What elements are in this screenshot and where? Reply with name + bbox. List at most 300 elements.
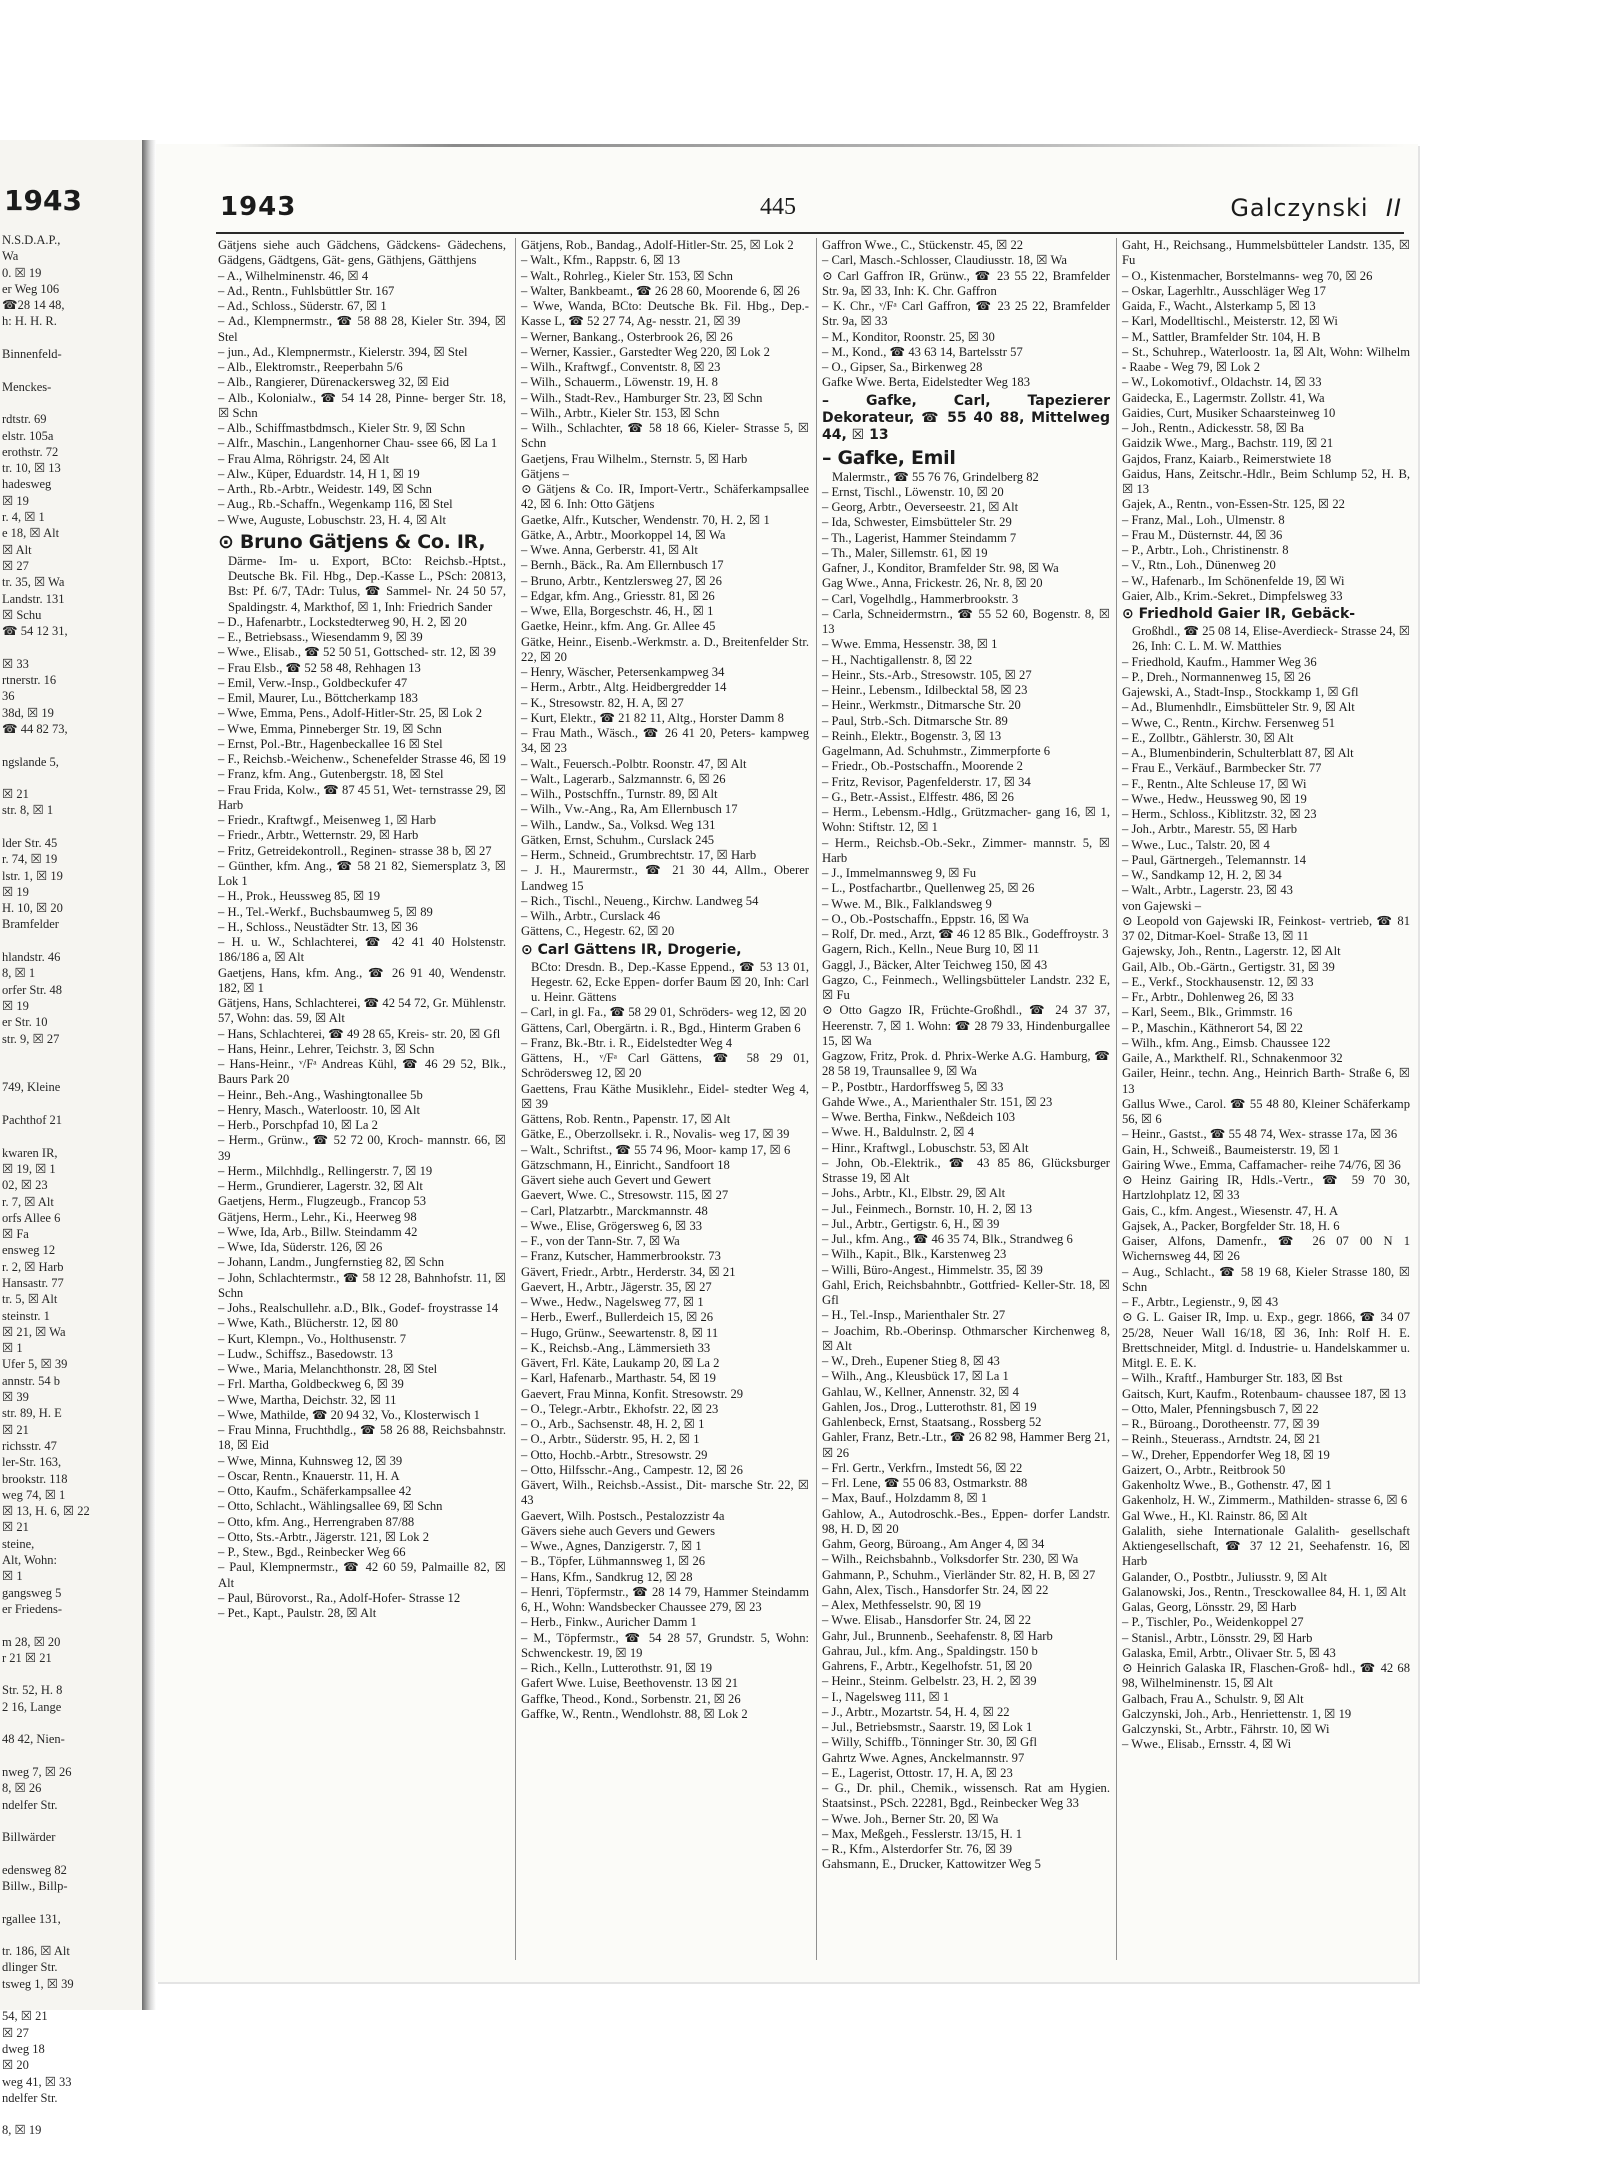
- directory-entry: – K., Stresowstr. 82, H. A, ☒ 27: [521, 695, 684, 710]
- directory-entry: – Fr., Arbtr., Dohlenweg 26, ☒ 33: [1122, 990, 1294, 1004]
- directory-entry: – Fritz, Revisor, Pagenfelderstr. 17, ☒ 34: [822, 774, 1031, 789]
- directory-entry: – Ad., Klempnermstr., ☎ 58 88 28, Kieler Str. 394, ☒ Stel: [218, 314, 506, 344]
- directory-entry: Gätke, E., Oberzollsekr. i. R., Novalis- weg 17, ☒ 39: [521, 1127, 790, 1142]
- directory-entry: – Wilh., Kraftf., Hamburger Str. 183, ☒ Bst: [1122, 1371, 1343, 1386]
- directory-entry: – O., Ob.-Postschaffn., Eppstr. 16, ☒ Wa: [822, 911, 1029, 926]
- directory-entry: – Wwe. M., Blk., Falklandsweg 9: [822, 896, 992, 911]
- edge-line: Alt, Wohn:: [2, 1553, 58, 1568]
- edge-line: er Str. 10: [2, 1015, 48, 1030]
- edge-line: hadesweg: [2, 477, 52, 492]
- directory-entry: Gaetjens, Herm., Flugzeugb., Francop 53: [218, 1194, 427, 1209]
- directory-entry: – jun., Ad., Klempnermstr., Kielerstr. 394, ☒ Stel: [218, 344, 468, 359]
- directory-entry: – Wwe. Joh., Berner Str. 20, ☒ Wa: [822, 1811, 999, 1826]
- edge-line: Billw., Billp-: [2, 1878, 68, 1893]
- directory-entry: – Emil, Maurer, Lu., Böttcherkamp 183: [218, 691, 418, 705]
- edge-line: ndelfer Str.: [2, 1797, 58, 1812]
- directory-entry: – Wilh., Vw.-Ang., Ra, Am Ellernbusch 17: [521, 802, 738, 817]
- directory-entry: – Henry, Wäscher, Petersenkampweg 34: [521, 665, 725, 679]
- directory-entry: – Paul, Gärtnergeh., Telemannstr. 14: [1122, 852, 1307, 867]
- directory-entry: – Kurt, Elektr., ☎ 21 82 11, Altg., Horster Damm 8: [521, 710, 784, 725]
- directory-entry: ⊙ Otto Gagzo IR, Früchte-Großhdl., ☎ 24 37 37, Heerenstr. 7, ☒ 1. Wohn: ☎ 28 79 33, Hindenburgallee 15, ☒ Wa: [822, 1003, 1110, 1048]
- edge-line: hlandstr. 46: [2, 950, 61, 965]
- edge-line: 02, ☒ 23: [2, 1178, 48, 1193]
- directory-entry: – Wilh., Arbtr., Curslack 46: [521, 909, 661, 923]
- directory-entry: Gaevert, Wilh. Postsch., Pestalozzistr 4a: [521, 1508, 725, 1523]
- edge-line: ☒ 13, H. 6, ☒ 22: [2, 1504, 90, 1519]
- directory-entry: – Wwe, Ella, Borgeschstr. 46, H., ☒ 1: [521, 604, 714, 618]
- directory-entry: – Ad., Blumenhdlr., Eimsbütteler Str. 9, ☒ Alt: [1122, 700, 1355, 715]
- directory-entry: Gahn, Alex, Tisch., Hansdorfer Str. 24, ☒ 22: [822, 1582, 1049, 1597]
- directory-entry: – Wwe, Minna, Kuhnsweg 12, ☒ 39: [218, 1453, 403, 1468]
- header-year: 1943: [220, 192, 297, 222]
- edge-line: tr. 35, ☒ Wa: [2, 575, 65, 590]
- edge-line: weg 74, ☒ 1: [2, 1487, 66, 1502]
- edge-line: H. 10, ☒ 20: [2, 901, 63, 916]
- edge-line: [2, 1666, 142, 1682]
- directory-columns: [218, 238, 1408, 1960]
- directory-entry: – J., Arbtr., Mozartstr. 54, H. 4, ☒ 22: [822, 1704, 1010, 1719]
- directory-entry: – Rolf, Dr. med., Arzt, ☎ 46 12 85 Blk., Godeffroystr. 3: [822, 927, 1109, 941]
- directory-entry: Gätke, Heinr., Eisenb.-Werkmstr. a. D., Breitenfelder Str. 22, ☒ 20: [521, 634, 809, 664]
- directory-entry: Gaevert, H., Arbtr., Jägerstr. 35, ☒ 27: [521, 1279, 712, 1294]
- edge-line: 38d, ☒ 19: [2, 705, 54, 720]
- column-3: [822, 238, 1110, 1960]
- edge-line: tsweg 1, ☒ 39: [2, 1976, 74, 1991]
- directory-entry: Gagern, Rich., Kelln., Neue Burg 10, ☒ 11: [822, 942, 1040, 957]
- directory-entry: – O., Telegr.-Arbtr., Ekhofstr. 22, ☒ 23: [521, 1401, 719, 1416]
- directory-entry: Gajewsky, Joh., Rentn., Lagerstr. 12, ☒ Alt: [1122, 944, 1341, 959]
- edge-line: ☒ Fa: [2, 1227, 29, 1242]
- directory-entry: – Oscar, Rentn., Knauerstr. 11, H. A: [218, 1468, 400, 1483]
- directory-entry: – Arth., Rb.-Arbtr., Weidestr. 149, ☒ Schn: [218, 482, 432, 496]
- edge-line: ☒ 27: [2, 558, 29, 573]
- column-2: [521, 238, 809, 1960]
- adjacent-page-year: 1943: [4, 184, 82, 217]
- directory-entry: – Johann, Landm., Jungfernstieg 82, ☒ Schn: [218, 1255, 445, 1270]
- directory-entry: – H., Tel.-Insp., Marienthaler Str. 27: [822, 1308, 1006, 1323]
- edge-line: orfs Allee 6: [2, 1210, 61, 1225]
- edge-line: Billwärder: [2, 1830, 56, 1845]
- edge-line: richsstr. 47: [2, 1438, 57, 1453]
- directory-entry: – Wwe, Ida, Süderstr. 126, ☒ 26: [218, 1240, 383, 1254]
- edge-line: ☒ 21: [2, 787, 29, 802]
- column-4: [1122, 238, 1410, 1960]
- directory-entry: Galas, Georg, Lönsstr. 29, ☒ Harb: [1122, 1600, 1297, 1614]
- directory-entry: – Frl. Lene, ☎ 55 06 83, Ostmarkstr. 88: [822, 1476, 1028, 1490]
- directory-entry: – E., Verkf., Stockhausenstr. 12, ☒ 33: [1122, 974, 1314, 989]
- directory-entry: Galander, O., Postbtr., Juliusstr. 9, ☒ Alt: [1122, 1569, 1327, 1584]
- edge-line: Hansastr. 77: [2, 1276, 64, 1290]
- directory-entry: – Wilh., kfm. Ang., Eimsb. Chaussee 122: [1122, 1035, 1331, 1050]
- directory-entry: – Herm., Lebensm.-Hdlg., Grützmacher- gang 16, ☒ 1, Wohn: Stiftstr. 12, ☒ 1: [822, 805, 1110, 835]
- directory-entry: – Karl, Seem., Blk., Grimmstr. 16: [1122, 1005, 1293, 1020]
- directory-entry: – Herm., Milchhdlg., Rellingerstr. 7, ☒ 19: [218, 1163, 433, 1178]
- directory-entry: Gain, H., Schweiß., Baumeisterstr. 19, ☒ 1: [1122, 1142, 1340, 1157]
- directory-entry: Gahrtz Wwe. Agnes, Anckelmannstr. 97: [822, 1750, 1025, 1765]
- directory-entry: – Franz, kfm. Ang., Gutenbergstr. 18, ☒ Stel: [218, 767, 444, 782]
- directory-entry: – Wwe, Auguste, Lobuschstr. 23, H. 4, ☒ Alt: [218, 512, 446, 527]
- edge-line: ☒ 39: [2, 1390, 29, 1405]
- edge-line: ndelfer Str.: [2, 2090, 58, 2105]
- directory-entry: Gagzo, C., Feinmech., Wellingsbütteler Landstr. 232 E, ☒ Fu: [822, 972, 1110, 1002]
- directory-page: [156, 144, 1418, 1982]
- directory-entry: – Franz, Kutscher, Hammerbrookstr. 73: [521, 1249, 721, 1264]
- edge-line: Pachthof 21: [2, 1113, 63, 1128]
- directory-entry: Gaitsch, Kurt, Kaufm., Rotenbaum- chaussee 187, ☒ 13: [1122, 1386, 1407, 1401]
- directory-entry: – M., Sattler, Bramfelder Str. 104, H. B: [1122, 329, 1321, 344]
- directory-entry: Gaettens, Frau Käthe Musiklehr., Eidel- stedter Weg 4, ☒ 39: [521, 1081, 809, 1111]
- directory-entry: – H., Tel.-Werkf., Buchsbaumweg 5, ☒ 89: [218, 904, 433, 919]
- directory-entry: – Jul., Betriebsmstr., Saarstr. 19, ☒ Lok 1: [822, 1720, 1033, 1734]
- directory-entry: – Ida, Schwester, Eimsbütteler Str. 29: [822, 515, 1012, 530]
- directory-entry: – Wwe., Elise, Grögersweg 6, ☒ 33: [521, 1218, 703, 1233]
- directory-entry: Gaetjens, Hans, kfm. Ang., ☎ 26 91 40, Wendenstr. 182, ☒ 1: [218, 965, 506, 995]
- column-divider: [816, 238, 817, 1960]
- edge-line: Menckes-: [2, 379, 52, 394]
- directory-entry: – R., Kfm., Alsterdorfer Str. 76, ☒ 39: [822, 1842, 1013, 1856]
- directory-entry: – Kurt, Klempn., Vo., Holthusenstr. 7: [218, 1331, 407, 1346]
- edge-line: ☒ 21: [2, 1520, 29, 1535]
- directory-entry: – P., Tischler, Po., Weidenkoppel 27: [1122, 1615, 1304, 1630]
- directory-entry: – Aug., Schlacht., ☎ 58 19 68, Kieler Strasse 180, ☒ Schn: [1122, 1264, 1410, 1294]
- directory-entry: Gajsek, A., Packer, Borgfelder Str. 18, H. 6: [1122, 1218, 1340, 1233]
- edge-line: r. 7, ☒ Alt: [2, 1194, 54, 1209]
- directory-entry: – Frau Elsb., ☎ 52 58 48, Rehhagen 13: [218, 660, 421, 675]
- edge-line: [2, 1715, 142, 1731]
- directory-entry: – Herm., Schneid., Grumbrechtstr. 17, ☒ Harb: [521, 848, 757, 862]
- directory-entry: – Georg, Arbtr., Oeverseestr. 21, ☒ Alt: [822, 500, 1019, 514]
- directory-entry: – Max, Bauf., Holzdamm 8, ☒ 1: [822, 1491, 988, 1506]
- edge-line: ☒ 1: [2, 1341, 23, 1356]
- directory-entry: – Aug., Rb.-Schaffn., Wegenkamp 116, ☒ Stel: [218, 497, 453, 512]
- directory-entry: – A., Wilhelminenstr. 46, ☒ 4: [218, 268, 369, 283]
- edge-line: ☎28 14 48,: [2, 298, 65, 313]
- directory-entry: – E., Betriebsass., Wiesendamm 9, ☒ 39: [218, 630, 423, 644]
- directory-entry: Gahde Wwe., A., Marienthaler Str. 151, ☒ 23: [822, 1094, 1053, 1109]
- directory-entry: – Alw., Küper, Eduardstr. 14, H 1, ☒ 19: [218, 466, 420, 481]
- edge-line: str. 9, ☒ 27: [2, 1031, 60, 1046]
- edge-line: str. 8, ☒ 1: [2, 803, 54, 818]
- directory-entry: – Friedhold, Kaufm., Hammer Weg 36: [1122, 654, 1317, 669]
- directory-entry: – Henri, Töpfermstr., ☎ 28 14 79, Hammer Steindamm 6, H., Wohn: Wandsbecker Chaussee 279, ☒ 23: [521, 1584, 809, 1614]
- directory-entry: – Wwe., Maria, Melanchthonstr. 28, ☒ Stel: [218, 1362, 438, 1376]
- directory-entry: Gätjens –: [521, 466, 569, 481]
- directory-entry: – Reinh., Steuerass., Arndtstr. 24, ☒ 21: [1122, 1432, 1321, 1447]
- directory-entry: – B., Töpfer, Lühmannsweg 1, ☒ 26: [521, 1554, 706, 1569]
- directory-entry: – Paul, Bürovorst., Ra., Adolf-Hofer- Strasse 12: [218, 1590, 461, 1605]
- directory-entry: Gättens, C., Hegestr. 62, ☒ 20: [521, 924, 675, 939]
- directory-entry: – P., Dreh., Normannenweg 15, ☒ 26: [1122, 669, 1311, 684]
- edge-line: Wa: [2, 249, 19, 264]
- directory-entry: Gaffke, Theod., Kond., Sorbenstr. 21, ☒ 26: [521, 1691, 741, 1706]
- edge-line: weg 41, ☒ 33: [2, 2074, 72, 2089]
- directory-entry: Gävers siehe auch Gevers und Gewers: [521, 1523, 716, 1538]
- directory-entry: Gagzow, Fritz, Prok. d. Phrix-Werke A.G. Hamburg, ☎ 28 58 19, Traunsallee 9, ☒ Wa: [822, 1049, 1110, 1079]
- edge-line: Ufer 5, ☒ 39: [2, 1357, 68, 1372]
- edge-line: r 21 ☒ 21: [2, 1650, 52, 1665]
- adjacent-page-text: [2, 232, 142, 2139]
- edge-line: [2, 737, 142, 753]
- directory-entry: – Hans, Schlachterei, ☎ 49 28 65, Kreis- str. 20, ☒ Gfl: [218, 1026, 501, 1041]
- edge-line: ☒ 21, ☒ Wa: [2, 1324, 66, 1339]
- directory-entry: Gagelmann, Ad. Schuhmstr., Zimmerpforte 6: [822, 744, 1051, 758]
- directory-entry: Gahlenbeck, Ernst, Staatsang., Rossberg 52: [822, 1415, 1042, 1429]
- directory-entry: – Alb., Rangierer, Dürenackersweg 32, ☒ Eid: [218, 375, 450, 390]
- firm-entry: ⊙ Carl Gättens IR, Drogerie,: [521, 941, 742, 958]
- directory-entry: Großhdl., ☎ 25 08 14, Elise-Averdieck- Strasse 24, ☒ 26, Inh: C. L. M. W. Matthies: [1132, 624, 1410, 654]
- directory-entry: – Werner, Bankang., Osterbrook 26, ☒ 26: [521, 329, 733, 344]
- directory-entry: – Reinh., Elektr., Bogenstr. 3, ☒ 13: [822, 728, 1002, 743]
- directory-entry: Gävert, Wilh., Reichsb.-Assist., Dit- marsche Str. 22, ☒ 43: [521, 1478, 809, 1508]
- directory-entry: – Carl, in gl. Fa., ☎ 58 29 01, Schröders- weg 12, ☒ 20: [521, 1005, 807, 1020]
- edge-line: tr. 10, ☒ 13: [2, 461, 61, 476]
- directory-entry: – Carl, Platzarbtr., Marckmannstr. 48: [521, 1203, 708, 1218]
- edge-line: tr. 5, ☒ Alt: [2, 1292, 58, 1307]
- directory-entry: – W., Hafenarb., Im Schönenfelde 19, ☒ Wi: [1122, 573, 1345, 588]
- directory-entry: – Alfr., Maschin., Langenhorner Chau- ssee 66, ☒ La 1: [218, 436, 498, 451]
- directory-entry: – Heinr., Beh.-Ang., Washingtonallee 5b: [218, 1087, 423, 1102]
- directory-entry: – Walt., Rohrleg., Kieler Str. 153, ☒ Schn: [521, 268, 733, 283]
- adjacent-page-edge: [0, 140, 144, 2138]
- edge-line: ☒ 33: [2, 656, 29, 671]
- running-head-name: Galczynski: [1230, 194, 1369, 222]
- directory-entry: Galczynski, St., Arbtr., Fährstr. 10, ☒ Wi: [1122, 1722, 1330, 1736]
- directory-entry: – Walt., Lagerarb., Salzmannstr. 6, ☒ 26: [521, 771, 726, 786]
- directory-entry: – Wilh., Ang., Kleusbück 17, ☒ La 1: [822, 1369, 1009, 1384]
- edge-line: [2, 1992, 142, 2008]
- directory-entry: – Herb., Finkw., Auricher Damm 1: [521, 1615, 697, 1630]
- directory-entry: – Wilh., Schauerm., Löwenstr. 19, H. 8: [521, 375, 718, 390]
- directory-entry: – Wilh., Arbtr., Kieler Str. 153, ☒ Schn: [521, 405, 720, 420]
- directory-entry: – E., Lagerist, Ottostr. 17, H. A, ☒ 23: [822, 1765, 1013, 1780]
- directory-entry: Gahrau, Jul., kfm. Ang., Spaldingstr. 150 b: [822, 1643, 1038, 1658]
- directory-entry: – Otto, Kaufm., Schäferkampsallee 42: [218, 1484, 412, 1498]
- directory-entry: – F., Reichsb.-Weichenw., Schenefelder Strasse 46, ☒ 19: [218, 752, 506, 766]
- directory-entry: ⊙ Leopold von Gajewski IR, Feinkost- vertrieb, ☎ 81 37 02, Ditmar-Koel- Straße 13, ☒ 11: [1122, 913, 1410, 943]
- edge-line: [2, 1096, 142, 1112]
- directory-entry: – Friedr., Kraftwgf., Meisenweg 1, ☒ Harb: [218, 813, 436, 827]
- edge-line: 8, ☒ 1: [2, 966, 36, 981]
- directory-entry: Gajek, A., Rentn., von-Essen-Str. 125, ☒ 22: [1122, 497, 1345, 512]
- edge-line: ☒ 19: [2, 998, 29, 1013]
- directory-entry: – H., Nachtigallenstr. 8, ☒ 22: [822, 652, 973, 667]
- directory-entry: – Ernst, Pol.-Btr., Hagenbeckallee 16 ☒ Stel: [218, 736, 443, 751]
- directory-entry: – Willy, Schiffb., Tönninger Str. 30, ☒ Gfl: [822, 1735, 1037, 1750]
- directory-entry: – Otto, Schlacht., Wählingsallee 69, ☒ Schn: [218, 1499, 443, 1514]
- directory-entry: – Wwe., Hedw., Nagelsweg 77, ☒ 1: [521, 1295, 704, 1309]
- directory-entry: Gallus Wwe., Carol. ☎ 55 48 80, Kleiner Schäferkamp 56, ☒ 6: [1122, 1096, 1410, 1126]
- directory-entry: – A., Blumenbinderin, Schulterblatt 87, ☒ Alt: [1122, 746, 1354, 760]
- column-divider: [515, 238, 516, 1960]
- directory-entry: – Wilh., Reichsbahnb., Volksdorfer Str. 230, ☒ Wa: [822, 1552, 1079, 1567]
- directory-entry: – P., Stew., Bgd., Reinbecker Weg 66: [218, 1545, 406, 1559]
- directory-entry: – St., Schuhrep., Waterloostr. 1a, ☒ Alt, Wohn: Wilhelm - Raabe - Weg 79, ☒ Lok 2: [1122, 344, 1410, 374]
- directory-entry: – Paul, Strb.-Sch. Ditmarsche Str. 89: [822, 713, 1008, 728]
- directory-entry: – Frau Alma, Röhrigstr. 24, ☒ Alt: [218, 451, 390, 466]
- edge-line: annstr. 54 b: [2, 1373, 60, 1388]
- directory-entry: Gaidus, Hans, Zeitschr.-Hdlr., Beim Schlump 52, H. B, ☒ 13: [1122, 466, 1410, 496]
- edge-line: rtnerstr. 16: [2, 673, 57, 688]
- directory-entry: Gaier, Alb., Krim.-Sekret., Dimpfelsweg 33: [1122, 588, 1343, 603]
- directory-entry: – Hans-Heinr., ᵛ/Fᵃ Andreas Kühl, ☎ 46 29 52, Blk., Baurs Park 20: [218, 1057, 506, 1087]
- directory-entry: – Ernst, Tischl., Löwenstr. 10, ☒ 20: [822, 484, 1004, 499]
- edge-line: tr. 186, ☒ Alt: [2, 1944, 70, 1959]
- directory-entry: – K. Chr., ᵛ/Fᵃ Carl Gaffron, ☎ 23 25 22, Bramfelder Str. 9a, ☒ 33: [822, 299, 1110, 329]
- directory-entry: Därme- Im- u. Export, BCto: Reichsb.-Hptst., Deutsche Bk. Fil. Hbg., Dep.-Kasse L., PSch: 20813, Bst: Pf. 6/7, TAdr: Tulus, ☎ Sammel- Nr. 24 50 57, Spaldingstr. 4, Markthof, ☒ 1, Inh: Friedrich Sander: [228, 553, 506, 614]
- edge-line: str. 89, H. E: [2, 1406, 62, 1421]
- directory-entry: – Frl. Martha, Goldbeckweg 6, ☒ 39: [218, 1377, 404, 1392]
- directory-entry: – Herb., Ewerf., Bullerdeich 15, ☒ 26: [521, 1310, 714, 1325]
- book-gutter: [142, 140, 156, 2010]
- directory-entry: – Frau Minna, Fruchthdlg., ☎ 58 26 88, Reichsbahnstr. 18, ☒ Eid: [218, 1423, 506, 1453]
- directory-entry: – F., von der Tann-Str. 7, ☒ Wa: [521, 1234, 680, 1248]
- directory-entry: – Edgar, kfm. Ang., Griesstr. 81, ☒ 26: [521, 588, 715, 603]
- directory-entry: – John, Schlachtermstr., ☎ 58 12 28, Bahnhofstr. 11, ☒ Schn: [218, 1270, 506, 1300]
- directory-entry: – Johs., Realschullehr. a.D., Blk., Godef- froystrasse 14: [218, 1301, 499, 1315]
- directory-entry: – Friedr., Arbtr., Wetternstr. 29, ☒ Harb: [218, 828, 419, 843]
- directory-entry: – Heinr., Gastst., ☎ 55 48 74, Wex- strasse 17a, ☒ 36: [1122, 1127, 1398, 1142]
- directory-entry: – W., Dreher, Eppendorfer Weg 18, ☒ 19: [1122, 1447, 1330, 1462]
- directory-entry: – I., Nagelsweg 111, ☒ 1: [822, 1689, 950, 1704]
- directory-entry: Gaffke, W., Rentn., Wendlohstr. 88, ☒ Lok 2: [521, 1706, 748, 1721]
- directory-entry: – Joachim, Rb.-Oberinsp. Othmarscher Kirchenweg 8, ☒ Alt: [822, 1323, 1110, 1353]
- edge-line: ☒ 20: [2, 2058, 29, 2073]
- directory-entry: – Wwe., Elisab., Ernsstr. 4, ☒ Wi: [1122, 1737, 1292, 1752]
- directory-entry: – F., Rentn., Alte Schleuse 17, ☒ Wi: [1122, 776, 1307, 791]
- edge-line: nweg 7, ☒ 26: [2, 1764, 72, 1779]
- directory-entry: ⊙ Heinz Gairing IR, Hdls.-Vertr., ☎ 59 70 30, Hartzlohplatz 12, ☒ 33: [1122, 1173, 1410, 1203]
- edge-line: 48 42, Nien-: [2, 1732, 65, 1747]
- directory-entry: ⊙ Heinrich Galaska IR, Flaschen-Groß- hdl., ☎ 42 68 98, Wilhelminenstr. 15, ☒ Alt: [1122, 1661, 1410, 1691]
- directory-entry: – Wilh., Kraftwgf., Conventstr. 8, ☒ 23: [521, 360, 721, 374]
- directory-entry: Gätjens, Hans, Schlachterei, ☎ 42 54 72, Gr. Mühlenstr. 57, Wohn: das. 59, ☒ Alt: [218, 996, 506, 1026]
- edge-line: kwaren IR,: [2, 1145, 58, 1160]
- directory-entry: – Wwe, Mathilde, ☎ 20 94 32, Vo., Klosterwisch 1: [218, 1407, 480, 1422]
- edge-line: [2, 639, 142, 655]
- directory-entry: Gätjens, Herm., Lehr., Ki., Heerweg 98: [218, 1209, 417, 1224]
- directory-entry: Gätke, A., Arbtr., Moorkoppel 14, ☒ Wa: [521, 527, 726, 542]
- directory-entry: – Wwe, Kath., Blücherstr. 12, ☒ 80: [218, 1316, 398, 1331]
- directory-entry: Galaska, Emil, Arbtr., Olivaer Str. 5, ☒ 43: [1122, 1645, 1336, 1660]
- edge-line: dlinger Str.: [2, 1960, 58, 1975]
- edge-line: [2, 1813, 142, 1829]
- directory-entry: – G., Betr.-Assist., Elffestr. 486, ☒ 26: [822, 789, 1014, 804]
- directory-entry: – V., Rtn., Loh., Dünenweg 20: [1122, 558, 1276, 573]
- directory-entry: von Gajewski –: [1122, 898, 1202, 913]
- directory-entry: Gahm, Georg, Büroang., Am Anger 4, ☒ 34: [822, 1537, 1045, 1551]
- edge-line: r. 2, ☒ Harb: [2, 1259, 64, 1274]
- directory-entry: – Herm., Schloss., Kiblitzstr. 32, ☒ 23: [1122, 807, 1317, 821]
- edge-line: m 28, ☒ 20: [2, 1634, 61, 1649]
- edge-line: [2, 1748, 142, 1764]
- directory-entry: – Wwe., Elisab., ☎ 52 50 51, Gottsched- str. 12, ☒ 39: [218, 645, 496, 660]
- directory-entry: – Bruno, Arbtr., Kentzlersweg 27, ☒ 26: [521, 573, 722, 588]
- directory-entry: – W., Lokomotivf., Oldachstr. 14, ☒ 33: [1122, 375, 1322, 390]
- edge-line: dweg 18: [2, 2041, 45, 2056]
- directory-entry: – Werner, Kassier., Garstedter Weg 220, ☒ Lok 2: [521, 344, 770, 359]
- running-head-section: II: [1385, 194, 1402, 222]
- directory-entry: – Wilh., Postschffn., Turnstr. 89, ☒ Alt: [521, 787, 718, 801]
- edge-line: [2, 1128, 142, 1144]
- edge-line: ☒ 1: [2, 1569, 23, 1584]
- directory-entry: – Willi, Büro-Angest., Himmelstr. 35, ☒ 39: [822, 1262, 1043, 1277]
- directory-entry: – Frau M., Düsternstr. 44, ☒ 36: [1122, 527, 1283, 542]
- directory-entry: – Max, Meßgeh., Fesslerstr. 13/15, H. 1: [822, 1826, 1023, 1841]
- directory-entry: Gättens, Rob. Rentn., Papenstr. 17, ☒ Alt: [521, 1112, 731, 1126]
- directory-entry: Gaffron Wwe., C., Stückenstr. 45, ☒ 22: [822, 238, 1024, 252]
- directory-entry: – F., Arbtr., Legienstr., 9, ☒ 43: [1122, 1295, 1279, 1309]
- edge-line: h: H. H. R.: [2, 314, 57, 329]
- directory-entry: Gajdos, Franz, Kaiarb., Reimerstwiete 18: [1122, 451, 1332, 466]
- directory-entry: – Fritz, Getreidekontroll., Reginen- strasse 38 b, ☒ 27: [218, 843, 492, 858]
- edge-line: rdtstr. 69: [2, 412, 47, 427]
- edge-line: [2, 1047, 142, 1063]
- edge-line: edensweg 82: [2, 1862, 67, 1877]
- column-divider: [1116, 238, 1117, 1960]
- directory-entry: Gag Wwe., Anna, Frickestr. 26, Nr. 8, ☒ 20: [822, 576, 1043, 591]
- directory-entry: Gahlen, Jos., Drog., Lutterothstr. 81, ☒ 19: [822, 1399, 1037, 1414]
- directory-entry: – Jul., kfm. Ang., ☎ 46 35 74, Blk., Strandweg 6: [822, 1232, 1073, 1246]
- directory-entry: – Walter, Bankbeamt., ☎ 26 28 60, Moorende 6, ☒ 26: [521, 283, 800, 298]
- directory-entry: Gätjens siehe auch Gädchens, Gädckens- Gädechens, Gädgens, Gädtgens, Gät- gens, Gäthjens, Gätthjens: [218, 238, 506, 268]
- directory-entry: – M., Konditor, Roonstr. 25, ☒ 30: [822, 329, 995, 344]
- directory-entry: – Joh., Arbtr., Marestr. 55, ☒ Harb: [1122, 822, 1297, 837]
- directory-entry: – M., Töpfermstr., ☎ 54 28 57, Grundstr. 5, Wohn: Schwenckestr. 19, ☒ 19: [521, 1630, 809, 1660]
- directory-entry: – J. H., Maurermstr., ☎ 21 30 44, Allm., Oberer Landweg 15: [521, 863, 809, 893]
- directory-entry: – E., Zollbtr., Gählerstr. 30, ☒ Alt: [1122, 730, 1294, 745]
- directory-entry: ⊙ Gätjens & Co. IR, Import-Vertr., Schäferkampsallee 42, ☒ 6. Inh: Otto Gätjens: [521, 482, 809, 512]
- directory-entry: – Th., Lagerist, Hammer Steindamm 7: [822, 530, 1017, 545]
- header-rule: [216, 232, 1404, 234]
- edge-line: er Weg 106: [2, 281, 60, 296]
- directory-entry: – Walt., Kfm., Rappstr. 6, ☒ 13: [521, 253, 681, 268]
- directory-entry: – J., Immelmannsweg 9, ☒ Fu: [822, 866, 977, 880]
- directory-entry: – O., Kistenmacher, Borstelmanns- weg 70, ☒ 26: [1122, 268, 1373, 283]
- directory-entry: – Henry, Masch., Waterloostr. 10, ☒ Alt: [218, 1102, 420, 1117]
- running-head: [1230, 194, 1402, 222]
- directory-entry: – Paul, Klempnermstr., ☎ 42 60 59, Palmaille 82, ☒ Alt: [218, 1560, 506, 1590]
- edge-line: Str. 52, H. 8: [2, 1683, 63, 1698]
- edge-line: steinstr. 1: [2, 1308, 50, 1323]
- firm-entry: – Gafke, Carl, Tapezierer Dekorateur, ☎ 55 40 88, Mittelweg 44, ☒ 13: [822, 392, 1110, 443]
- firm-entry: – Gafke, Emil: [822, 446, 956, 469]
- directory-entry: – Günther, kfm. Ang., ☎ 58 21 82, Siemersplatz 3, ☒ Lok 1: [218, 858, 506, 888]
- edge-line: orfer Str. 48: [2, 982, 63, 997]
- directory-entry: – Carl, Vogelhdlg., Hammerbrookstr. 3: [822, 591, 1019, 606]
- edge-line: steine,: [2, 1536, 35, 1551]
- directory-entry: Gaiser, Alfons, Damenfr., ☎ 26 07 00 N 1 Wichernsweg 44, ☒ 26: [1122, 1234, 1410, 1264]
- directory-entry: Gahmann, P., Schuhm., Vierländer Str. 82, H. B, ☒ 27: [822, 1567, 1096, 1582]
- column-1: [218, 238, 506, 1960]
- directory-entry: Malermstr., ☎ 55 76 76, Grindelberg 82: [832, 469, 1039, 484]
- directory-entry: Gätzschmann, H., Einricht., Sandfoort 18: [521, 1157, 730, 1172]
- directory-entry: – D., Hafenarbtr., Lockstedterweg 90, H. 2, ☒ 20: [218, 614, 467, 629]
- directory-entry: – Rich., Kelln., Lutterothstr. 91, ☒ 19: [521, 1661, 713, 1675]
- directory-entry: – Wwe, Emma, Pens., Adolf-Hitler-Str. 25, ☒ Lok 2: [218, 706, 483, 721]
- directory-entry: – L., Postfachartbr., Quellenweg 25, ☒ 26: [822, 881, 1035, 896]
- directory-entry: BCto: Dresdn. B., Dep.-Kasse Eppend., ☎ 53 13 01, Hegestr. 62, Ecke Eppen- dorfer Baum ☒ 20, Inh: Carl u. Heinr. Gättens: [531, 959, 809, 1004]
- edge-line: elstr. 105a: [2, 428, 54, 443]
- directory-entry: – Th., Maler, Sillemstr. 61, ☒ 19: [822, 545, 988, 560]
- edge-line: ensweg 12: [2, 1243, 56, 1258]
- edge-line: ☒ 27: [2, 2025, 29, 2040]
- directory-entry: – H. u. W., Schlachterei, ☎ 42 41 40 Holstenstr. 186/186 a, ☒ Alt: [218, 935, 506, 965]
- directory-entry: – Emil, Verw.-Insp., Goldbeckufer 47: [218, 675, 408, 690]
- directory-entry: – Hans, Heinr., Lehrer, Teichstr. 3, ☒ Schn: [218, 1041, 435, 1056]
- edge-line: ☒ Schu: [2, 607, 42, 622]
- edge-line: [2, 819, 142, 835]
- directory-entry: – Wwe, Wanda, BCto: Deutsche Bk. Fil. Hbg., Dep.-Kasse L, ☎ 52 27 74, Ag- nesstr. 21, ☒ 39: [521, 299, 809, 329]
